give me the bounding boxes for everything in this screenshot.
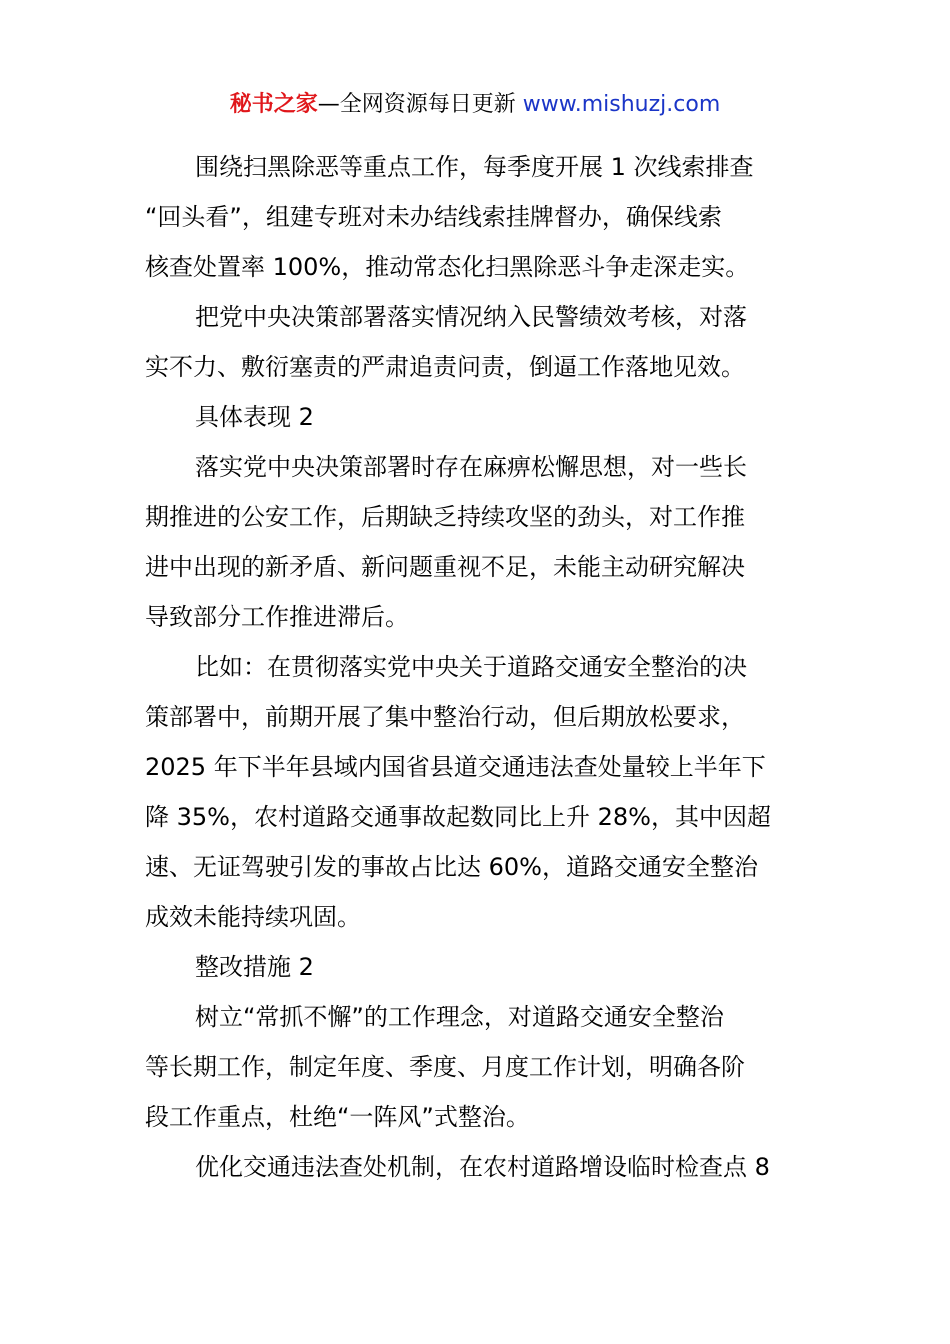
paragraph-line: 期推进的公安工作，后期缺乏持续攻坚的劲头，对工作推	[145, 503, 745, 531]
paragraph-line: 把党中央决策部署落实情况纳入民警绩效考核，对落	[195, 303, 747, 331]
header-url-link[interactable]: www.mishuzj.com	[522, 92, 721, 117]
paragraph-line: 围绕扫黑除恶等重点工作，每季度开展 1 次线索排查	[195, 153, 754, 181]
section-heading: 具体表现 2	[195, 403, 314, 431]
paragraph-line: “回头看”，组建专班对未办结线索挂牌督办，确保线索	[145, 203, 722, 231]
paragraph-line: 实不力、敷衍塞责的严肃追责问责，倒逼工作落地见效。	[145, 353, 745, 381]
paragraph-line: 2025 年下半年县域内国省县道交通违法查处量较上半年下	[145, 753, 766, 781]
paragraph-line: 核查处置率 100%，推动常态化扫黑除恶斗争走深走实。	[145, 253, 750, 281]
paragraph-line: 策部署中，前期开展了集中整治行动，但后期放松要求，	[145, 703, 745, 731]
site-header	[0, 88, 950, 122]
paragraph-line: 优化交通违法查处机制，在农村道路增设临时检查点 8	[195, 1153, 770, 1181]
paragraph-line: 比如：在贯彻落实党中央关于道路交通安全整治的决	[195, 653, 747, 681]
paragraph-line: 速、无证驾驶引发的事故占比达 60%，道路交通安全整治	[145, 853, 758, 881]
paragraph-line: 导致部分工作推进滞后。	[145, 603, 409, 631]
paragraph-line: 树立“常抓不懈”的工作理念，对道路交通安全整治	[195, 1003, 724, 1031]
paragraph-line: 段工作重点，杜绝“一阵风”式整治。	[145, 1103, 530, 1131]
paragraph-line: 落实党中央决策部署时存在麻痹松懈思想，对一些长	[195, 453, 747, 481]
paragraph-line: 进中出现的新矛盾、新问题重视不足，未能主动研究解决	[145, 553, 745, 581]
brand-name: 秘书之家	[229, 92, 318, 117]
header-tagline: —全网资源每日更新	[317, 92, 523, 117]
paragraph-line: 成效未能持续巩固。	[145, 903, 361, 931]
section-heading: 整改措施 2	[195, 953, 314, 981]
document-body	[145, 142, 845, 1192]
paragraph-line: 降 35%，农村道路交通事故起数同比上升 28%，其中因超	[145, 803, 771, 831]
paragraph-line: 等长期工作，制定年度、季度、月度工作计划，明确各阶	[145, 1053, 745, 1081]
